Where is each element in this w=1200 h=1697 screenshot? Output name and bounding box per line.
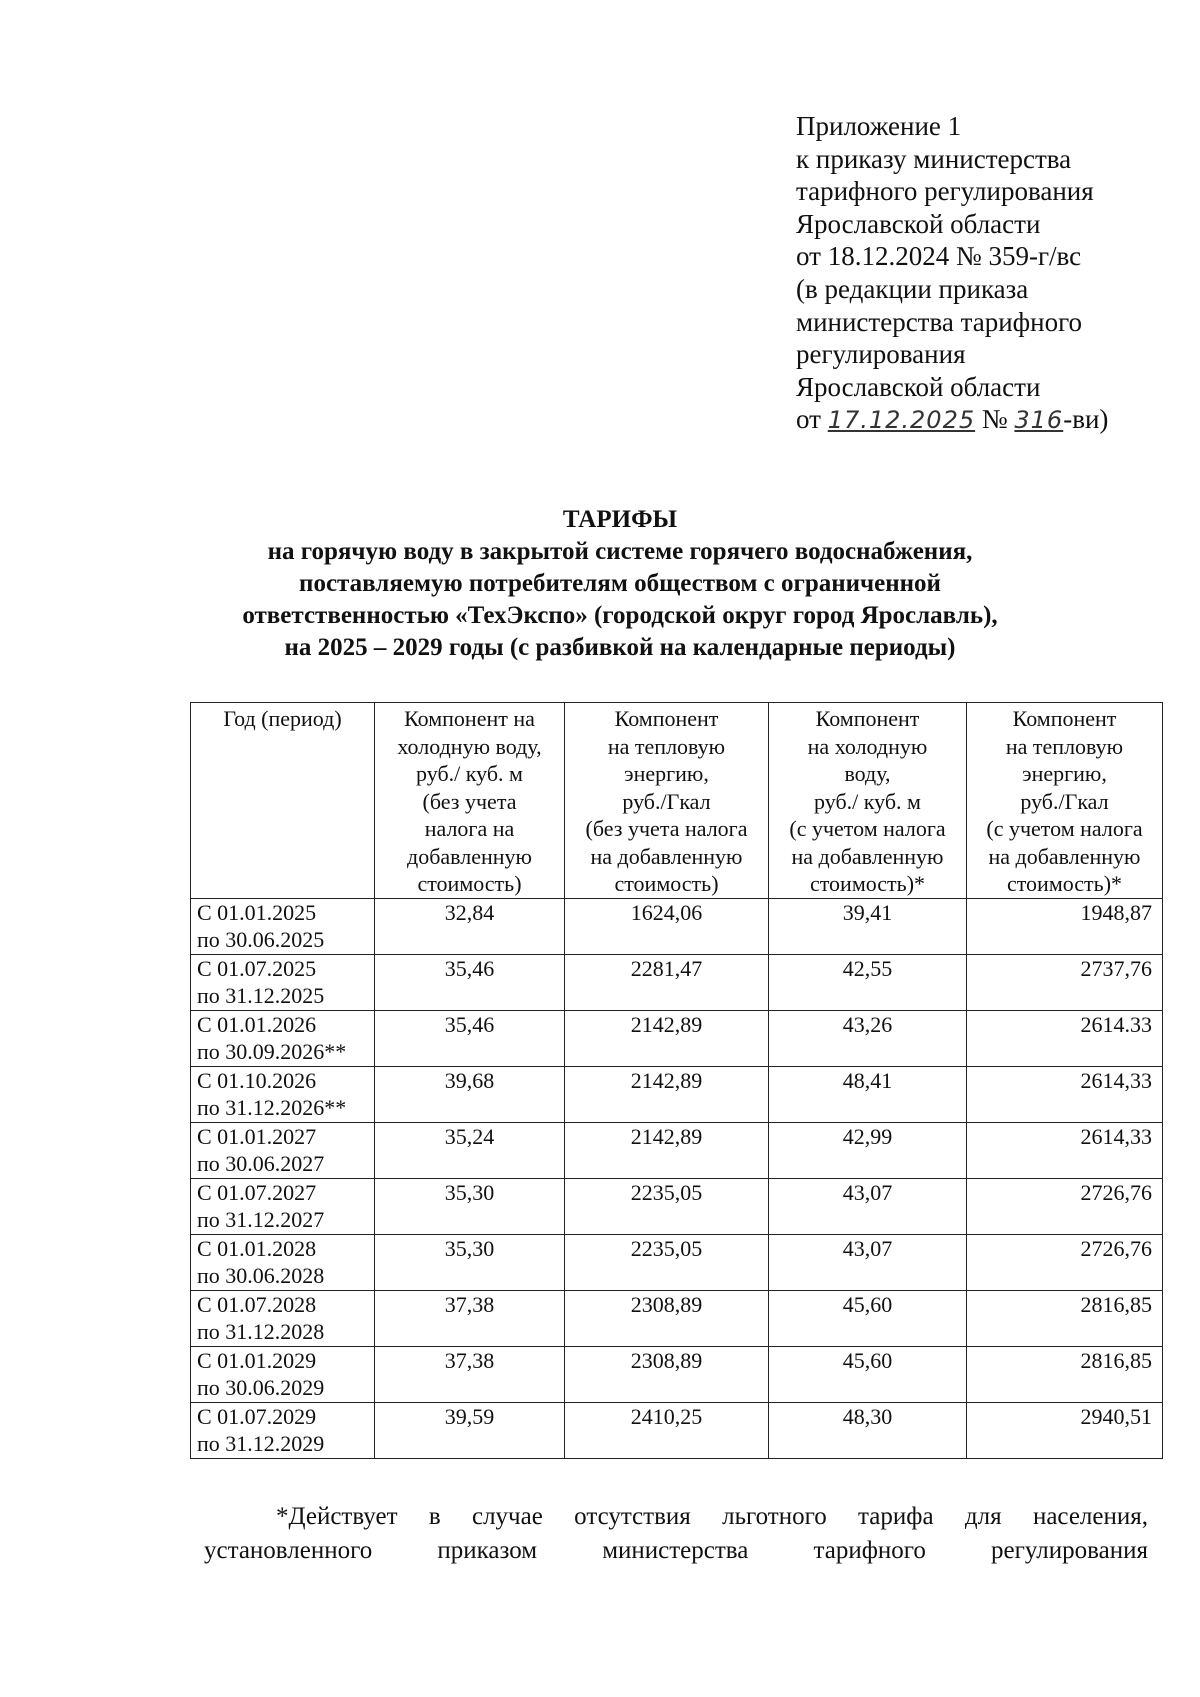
period-start: С 01.10.2026 <box>197 1067 317 1093</box>
heat-vat-cell: 2614.33 <box>967 1010 1163 1066</box>
header-text: на добавленную <box>590 843 743 869</box>
cold-vat-cell: 45,60 <box>769 1346 967 1402</box>
table-header-row <box>191 703 1163 899</box>
header-text: стоимость) <box>614 871 719 896</box>
header-text: добавленную <box>407 843 532 869</box>
header-text: руб./Гкал <box>622 788 711 814</box>
table-body <box>191 898 1163 1458</box>
handwritten-date: 17.12.2025 <box>827 406 976 435</box>
footnote <box>204 1500 1148 1568</box>
header-text: стоимость) <box>417 871 522 896</box>
cold-vat-cell: 42,99 <box>769 1122 967 1178</box>
cold-no-vat-cell: 35,30 <box>375 1178 565 1234</box>
period-start: С 01.07.2028 <box>197 1291 317 1317</box>
cold-no-vat-cell: 35,46 <box>375 1010 565 1066</box>
table-row <box>191 1234 1163 1290</box>
appendix-line: регулирования <box>796 339 966 370</box>
header-text: на тепловую <box>607 733 726 759</box>
period-start: С 01.07.2027 <box>197 1179 317 1205</box>
period-cell <box>191 1290 375 1346</box>
period-cell <box>191 954 375 1010</box>
title-line: на 2025 – 2029 годы (с разбивкой на календарные периоды) <box>284 634 956 661</box>
header-text: руб./ куб. м <box>416 761 523 786</box>
cold-vat-cell: 43,07 <box>769 1234 967 1290</box>
header-text: стоимость)* <box>809 871 926 896</box>
header-text: на добавленную <box>791 843 944 869</box>
heat-vat-cell: 2614,33 <box>967 1122 1163 1178</box>
amendment-date-line <box>796 403 1176 437</box>
heat-vat-cell: 2737,76 <box>967 954 1163 1010</box>
table-row <box>191 1066 1163 1122</box>
footnote-line: *Действует в случае отсутствия льготного тарифа для населения, <box>276 1503 1148 1530</box>
period-end: по 30.06.2027 <box>197 1151 325 1176</box>
cold-vat-cell: 42,55 <box>769 954 967 1010</box>
heat-no-vat-cell: 2142,89 <box>565 1122 769 1178</box>
table-row <box>191 954 1163 1010</box>
handwritten-number: 316 <box>1014 406 1064 435</box>
period-cell <box>191 1234 375 1290</box>
period-start: С 01.01.2025 <box>197 899 317 925</box>
heat-no-vat-cell: 2308,89 <box>565 1346 769 1402</box>
heat-vat-cell: 2816,85 <box>967 1346 1163 1402</box>
period-end: по 31.12.2026** <box>197 1095 347 1120</box>
header-period <box>191 703 375 899</box>
cold-no-vat-cell: 37,38 <box>375 1346 565 1402</box>
period-cell <box>191 1178 375 1234</box>
appendix-line: тарифного регулирования <box>796 176 1094 207</box>
table-row <box>191 1402 1163 1458</box>
header-text: Компонент <box>614 706 719 731</box>
title-line: ответственностью «ТехЭкспо» (городской округ город Ярославль), <box>242 602 998 629</box>
header-text: (без учета <box>422 788 517 814</box>
appendix-line: (в редакции приказа <box>796 273 1029 304</box>
cold-vat-cell: 48,41 <box>769 1066 967 1122</box>
table-row <box>191 1290 1163 1346</box>
header-text: Год (период) <box>223 706 342 731</box>
period-start: С 01.07.2029 <box>197 1403 317 1429</box>
period-start: С 01.07.2025 <box>197 955 317 981</box>
table-row <box>191 1010 1163 1066</box>
cold-no-vat-cell: 39,59 <box>375 1402 565 1458</box>
header-text: руб./ куб. м <box>814 788 921 814</box>
heat-no-vat-cell: 2308,89 <box>565 1290 769 1346</box>
header-text: (с учетом налога <box>789 816 946 841</box>
header-cold-water-vat <box>769 703 967 899</box>
cold-vat-cell: 45,60 <box>769 1290 967 1346</box>
heat-no-vat-cell: 1624,06 <box>565 898 769 954</box>
period-end: по 31.12.2025 <box>197 983 325 1008</box>
cold-vat-cell: 43,07 <box>769 1178 967 1234</box>
header-text: энергию, <box>624 761 709 786</box>
heat-no-vat-cell: 2281,47 <box>565 954 769 1010</box>
header-text: налога на <box>424 816 515 841</box>
heat-no-vat-cell: 2235,05 <box>565 1234 769 1290</box>
header-text: воду, <box>844 761 891 786</box>
cold-vat-cell: 39,41 <box>769 898 967 954</box>
table-row <box>191 898 1163 954</box>
heat-vat-cell: 2940,51 <box>967 1402 1163 1458</box>
amendment-suffix: -ви) <box>1063 404 1109 435</box>
cold-no-vat-cell: 37,38 <box>375 1290 565 1346</box>
cold-vat-cell: 43,26 <box>769 1010 967 1066</box>
table-row <box>191 1122 1163 1178</box>
period-cell <box>191 1402 375 1458</box>
cold-no-vat-cell: 35,24 <box>375 1122 565 1178</box>
appendix-line: Приложение 1 <box>796 111 962 141</box>
header-heat-vat <box>967 703 1163 899</box>
period-start: С 01.01.2026 <box>197 1011 317 1037</box>
period-end: по 30.06.2029 <box>197 1375 325 1400</box>
period-end: по 30.06.2028 <box>197 1263 325 1288</box>
header-text: Компонент на <box>404 706 535 731</box>
heat-no-vat-cell: 2142,89 <box>565 1066 769 1122</box>
header-text: на добавленную <box>988 843 1141 869</box>
table-row <box>191 1346 1163 1402</box>
title-line: поставляемую потребителям обществом с ограниченной <box>299 570 941 597</box>
amendment-prefix: от <box>796 404 821 435</box>
title-line: на горячую воду в закрытой системе горячего водоснабжения, <box>267 538 973 565</box>
header-text: стоимость)* <box>1006 871 1123 896</box>
header-cold-water-no-vat <box>375 703 565 899</box>
header-text: Компонент <box>815 706 920 731</box>
footnote-line: установленного приказом министерства тарифного регулирования <box>204 1537 1148 1564</box>
period-cell <box>191 1066 375 1122</box>
header-text: Компонент <box>1012 706 1117 731</box>
appendix-line: Ярославской области <box>796 208 1041 239</box>
cold-no-vat-cell: 35,46 <box>375 954 565 1010</box>
period-end: по 31.12.2027 <box>197 1207 325 1232</box>
period-end: по 30.06.2025 <box>197 927 325 952</box>
heat-no-vat-cell: 2410,25 <box>565 1402 769 1458</box>
period-start: С 01.01.2027 <box>197 1123 317 1149</box>
heat-vat-cell: 2816,85 <box>967 1290 1163 1346</box>
period-cell <box>191 1346 375 1402</box>
tariff-table <box>190 702 1163 1459</box>
appendix-line: от 18.12.2024 № 359-г/вс <box>796 241 1082 272</box>
heat-vat-cell: 2726,76 <box>967 1234 1163 1290</box>
table-row <box>191 1178 1163 1234</box>
heat-no-vat-cell: 2142,89 <box>565 1010 769 1066</box>
header-text: руб./Гкал <box>1020 788 1109 814</box>
cold-no-vat-cell: 32,84 <box>375 898 565 954</box>
header-text: на тепловую <box>1005 733 1124 759</box>
period-cell <box>191 898 375 954</box>
period-end: по 31.12.2028 <box>197 1319 325 1344</box>
cold-no-vat-cell: 35,30 <box>375 1234 565 1290</box>
header-text: холодную воду, <box>397 733 542 759</box>
header-text: (без учета налога <box>585 816 748 841</box>
header-text: на холодную <box>807 733 928 759</box>
header-heat-no-vat <box>565 703 769 899</box>
appendix-block <box>796 110 1176 437</box>
appendix-line: министерства тарифного <box>796 306 1083 337</box>
heat-no-vat-cell: 2235,05 <box>565 1178 769 1234</box>
appendix-line: к приказу министерства <box>796 143 1072 174</box>
header-text: (с учетом налога <box>986 816 1143 841</box>
cold-vat-cell: 48,30 <box>769 1402 967 1458</box>
page-title: ТАРИФЫ <box>562 506 678 533</box>
appendix-line: Ярославской области <box>796 371 1041 402</box>
period-cell <box>191 1010 375 1066</box>
period-start: С 01.01.2029 <box>197 1347 317 1373</box>
heat-vat-cell: 1948,87 <box>967 898 1163 954</box>
document-title <box>180 504 1060 664</box>
cold-no-vat-cell: 39,68 <box>375 1066 565 1122</box>
period-end: по 30.09.2026** <box>197 1039 347 1064</box>
heat-vat-cell: 2726,76 <box>967 1178 1163 1234</box>
header-text: энергию, <box>1022 761 1107 786</box>
heat-vat-cell: 2614,33 <box>967 1066 1163 1122</box>
period-start: С 01.01.2028 <box>197 1235 317 1261</box>
period-end: по 31.12.2029 <box>197 1431 325 1456</box>
number-sign: № <box>981 404 1008 435</box>
period-cell <box>191 1122 375 1178</box>
